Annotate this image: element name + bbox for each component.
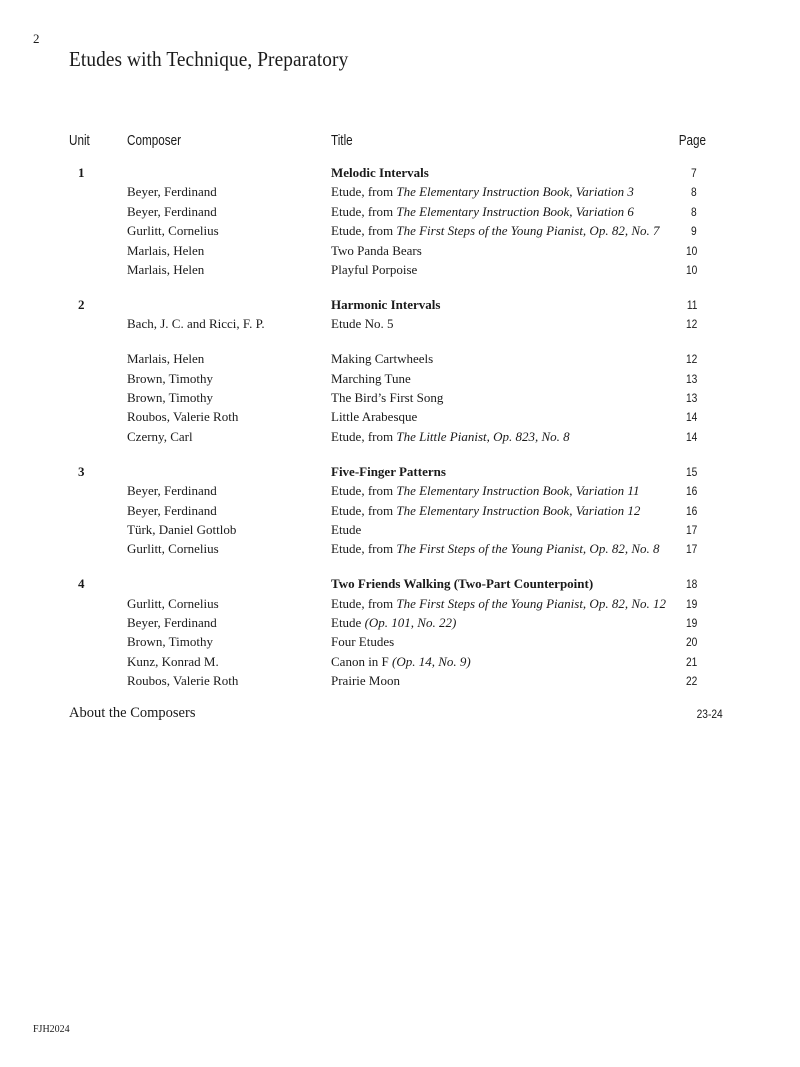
page-title: Etudes with Technique, Preparatory	[69, 47, 349, 71]
piece-title	[331, 541, 660, 557]
unit-heading: Two Friends Walking (Two-Part Counterpoint)	[331, 576, 594, 592]
page-number: 20	[685, 635, 697, 650]
piece-title	[331, 371, 411, 387]
piece-source: (Op. 101, No. 22)	[364, 615, 457, 630]
piece-title-text: Two Panda Bears	[331, 242, 422, 258]
page-number: 12	[685, 317, 697, 332]
piece-source: The Little Pianist, Op. 823, No. 8	[396, 428, 570, 444]
piece-title	[331, 503, 640, 519]
piece-source: The First Steps of the Young Pianist, Op. 82, No. 8	[396, 541, 660, 557]
piece-title	[331, 243, 422, 259]
footer-code: FJH2024	[33, 1024, 70, 1035]
piece-source: The Elementary Instruction Book, Variation 11	[396, 483, 640, 499]
table-row	[0, 673, 800, 692]
piece-source: The Elementary Instruction Book, Variation 12	[396, 502, 641, 518]
page-number: 10	[685, 263, 697, 277]
piece-title-text: Etude, from	[331, 502, 397, 518]
unit-heading-row	[0, 464, 800, 483]
piece-title-text: Prairie Moon	[331, 673, 400, 689]
unit-heading: Melodic Intervals	[331, 165, 429, 180]
piece-source: The Elementary Instruction Book, Variation 6	[396, 203, 634, 219]
table-row	[0, 634, 800, 653]
page-number: 18	[685, 577, 697, 592]
piece-title	[331, 673, 400, 689]
page-number: 10	[685, 243, 697, 258]
table-row	[0, 483, 800, 502]
piece-source: The Elementary Instruction Book, Variation 3	[396, 184, 634, 200]
table-row	[0, 654, 800, 673]
table-row	[0, 596, 800, 615]
unit-heading-row	[0, 297, 800, 316]
piece-title-text: Making Cartwheels	[331, 351, 434, 367]
composer: Marlais, Helen	[127, 242, 205, 258]
page-number: 19	[685, 596, 697, 611]
page-number: 11	[686, 297, 697, 312]
piece-title-text: Etude	[331, 521, 362, 537]
piece-title	[331, 316, 393, 332]
unit-number: 1	[78, 165, 85, 180]
piece-source: (Op. 14, No. 9)	[392, 653, 471, 669]
piece-title-text: Four Etudes	[331, 634, 395, 650]
piece-source: The First Steps of the Young Pianist, Op. 82, No. 12	[396, 595, 666, 611]
piece-title-text: Etude, from	[331, 483, 397, 499]
composer: Czerny, Carl	[127, 428, 193, 444]
piece-title	[331, 596, 666, 612]
table-row	[0, 429, 800, 448]
unit-heading-row	[0, 165, 800, 184]
piece-title-text: The Bird’s First Song	[331, 390, 444, 405]
piece-title-text: Etude No. 5	[331, 316, 394, 332]
piece-title-text: Etude, from	[331, 541, 397, 557]
header-title: Title	[331, 132, 353, 149]
unit-number: 3	[78, 463, 85, 479]
table-row	[0, 390, 800, 409]
page-number: 21	[685, 654, 697, 669]
piece-title	[331, 522, 361, 538]
piece-title	[331, 615, 456, 631]
page-number: 9	[691, 224, 697, 239]
piece-title	[331, 634, 394, 650]
composer: Brown, Timothy	[127, 370, 213, 386]
table-row	[0, 262, 800, 281]
composer: Brown, Timothy	[127, 390, 213, 405]
unit-number: 4	[78, 576, 85, 592]
piece-title-text: Marching Tune	[331, 370, 411, 386]
table-row	[0, 243, 800, 262]
page-number: 14	[685, 429, 697, 444]
unit-heading: Harmonic Intervals	[331, 296, 441, 312]
composer: Beyer, Ferdinand	[127, 203, 217, 219]
table-row	[0, 541, 800, 560]
page-number: 17	[685, 542, 697, 557]
page-number: 16	[685, 503, 697, 518]
table-row	[0, 503, 800, 522]
composer: Marlais, Helen	[127, 262, 205, 277]
composer: Beyer, Ferdinand	[127, 502, 217, 518]
page-number: 8	[691, 204, 697, 219]
table-row	[0, 184, 800, 203]
table-row	[0, 522, 800, 541]
composer: Roubos, Valerie Roth	[127, 409, 239, 425]
composer: Bach, J. C. and Ricci, F. P.	[127, 316, 265, 332]
composer: Roubos, Valerie Roth	[127, 673, 239, 689]
page-number: 14	[685, 410, 697, 425]
page-number: 17	[685, 522, 697, 537]
table-row	[0, 223, 800, 242]
unit-heading-row	[0, 576, 800, 595]
table-row	[0, 204, 800, 223]
composer: Türk, Daniel Gottlob	[127, 521, 237, 537]
piece-title-text: Playful Porpoise	[331, 262, 418, 277]
page-number: 12	[685, 352, 697, 367]
piece-title	[331, 184, 634, 200]
page-number: 22	[685, 674, 697, 689]
page-number: 19	[685, 616, 697, 630]
page-number: 15	[685, 464, 697, 479]
piece-title	[331, 409, 417, 425]
piece-title	[331, 223, 660, 239]
table-row	[0, 316, 800, 335]
page-number: 13	[685, 391, 697, 405]
piece-title	[331, 204, 634, 220]
composer: Marlais, Helen	[127, 351, 205, 367]
piece-title-text: Etude, from	[331, 223, 397, 239]
unit-heading: Five-Finger Patterns	[331, 463, 446, 479]
composer: Brown, Timothy	[127, 634, 213, 650]
unit-number: 2	[78, 296, 85, 312]
about-composers-page: 23-24	[696, 707, 723, 721]
composer: Beyer, Ferdinand	[127, 184, 217, 200]
header-page: Page	[678, 132, 706, 149]
table-row	[0, 615, 800, 634]
piece-title-text: Etude, from	[331, 428, 397, 444]
composer: Gurlitt, Cornelius	[127, 595, 219, 611]
piece-title-text: Etude	[331, 615, 365, 630]
page-number: 16	[685, 484, 697, 499]
table-row	[0, 409, 800, 428]
composer: Beyer, Ferdinand	[127, 483, 217, 499]
piece-title	[331, 654, 471, 670]
page-number: 8	[691, 185, 697, 200]
piece-title	[331, 262, 417, 278]
piece-title	[331, 483, 639, 499]
piece-title	[331, 351, 433, 367]
piece-title-text: Etude, from	[331, 203, 397, 219]
table-row	[0, 351, 800, 370]
composer: Gurlitt, Cornelius	[127, 223, 219, 239]
page-number: 7	[691, 166, 697, 180]
piece-source: The First Steps of the Young Pianist, Op. 82, No. 7	[396, 223, 660, 239]
piece-title	[331, 429, 570, 445]
about-composers-label: About the Composers	[69, 705, 196, 721]
composer: Beyer, Ferdinand	[127, 615, 217, 630]
composer: Gurlitt, Cornelius	[127, 541, 219, 557]
piece-title-text: Etude, from	[331, 595, 397, 611]
header-unit: Unit	[69, 132, 90, 149]
piece-title-text: Canon in F	[331, 653, 393, 669]
piece-title-text: Little Arabesque	[331, 409, 418, 425]
header-composer: Composer	[127, 132, 181, 149]
page-number: 2	[33, 31, 40, 46]
piece-title	[331, 390, 443, 406]
page-number: 13	[685, 371, 697, 386]
piece-title-text: Etude, from	[331, 184, 397, 200]
table-row	[0, 371, 800, 390]
composer: Kunz, Konrad M.	[127, 653, 219, 669]
